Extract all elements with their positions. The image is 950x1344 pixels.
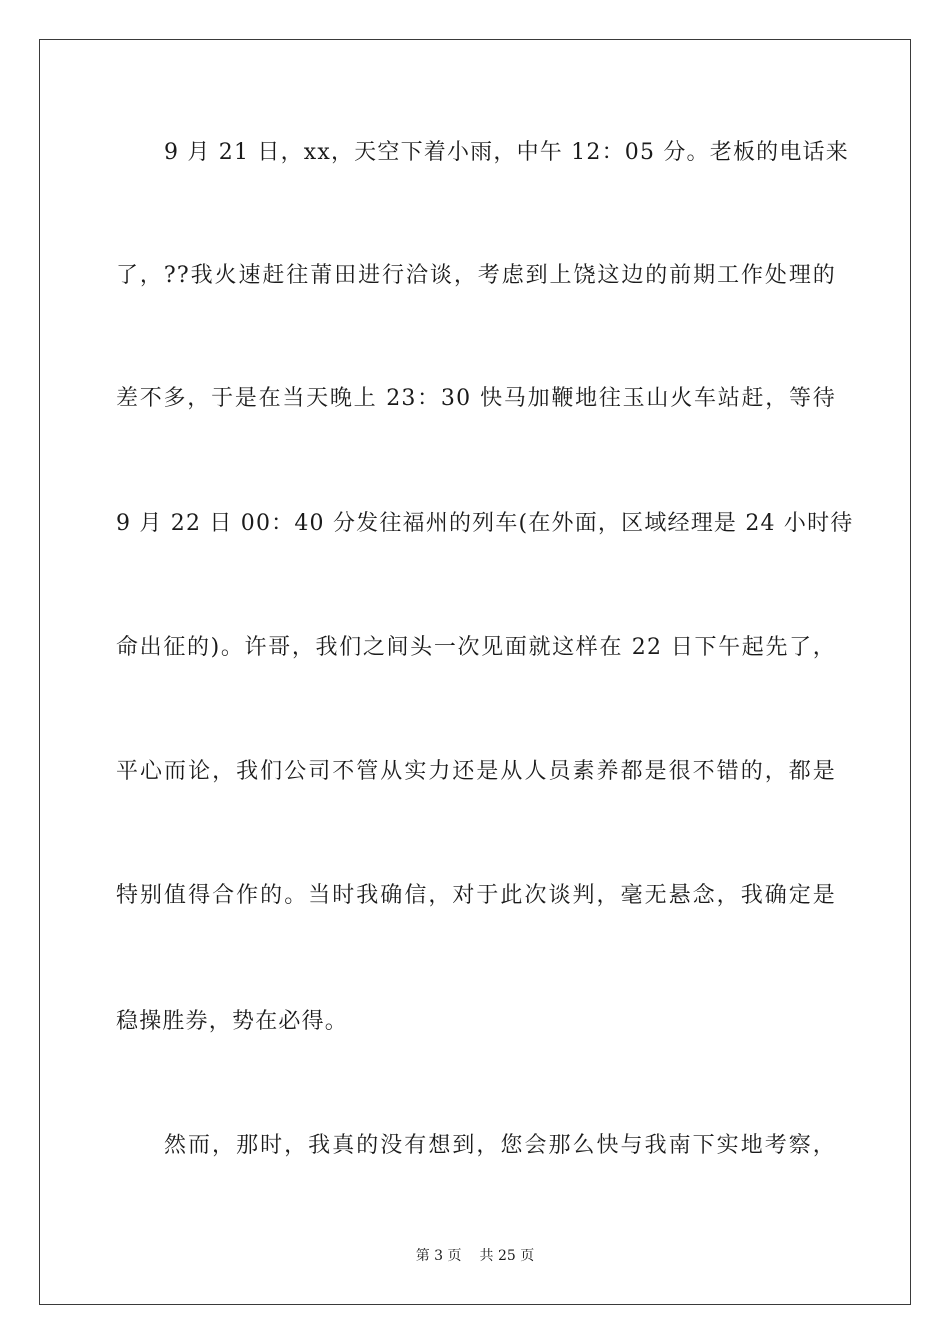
paragraph-1-line-4: 9 月 22 日 00：40 分发往福州的列车(在外面，区域经理是 24 小时待: [116, 511, 854, 536]
page-footer: [0, 1247, 950, 1265]
paragraph-1-line-7: 特别值得合作的。当时我确信，对于此次谈判，毫无悬念，我确定是: [116, 883, 836, 908]
paragraph-1-line-6: 平心而论，我们公司不管从实力还是从人员素养都是很不错的，都是: [116, 759, 836, 784]
total-pages-label: 共 25 页: [479, 1248, 535, 1264]
paragraph-1-line-3: 差不多，于是在当天晚上 23：30 快马加鞭地往玉山火车站赶，等待: [116, 386, 836, 411]
current-page-label: 第 3 页: [415, 1248, 462, 1264]
paragraph-1-line-2: 了，??我火速赶往莆田进行洽谈，考虑到上饶这边的前期工作处理的: [116, 263, 836, 288]
page-frame: [39, 39, 911, 1305]
paragraph-2-line-1: 然而，那时，我真的没有想到，您会那么快与我南下实地考察，: [164, 1133, 836, 1158]
paragraph-1-line-1: 9 月 21 日，xx，天空下着小雨，中午 12：05 分。老板的电话来: [164, 140, 849, 165]
paragraph-1-line-8: 稳操胜券，势在必得。: [116, 1009, 349, 1034]
paragraph-1-line-5: 命出征的)。许哥，我们之间头一次见面就这样在 22 日下午起先了，: [116, 635, 836, 660]
